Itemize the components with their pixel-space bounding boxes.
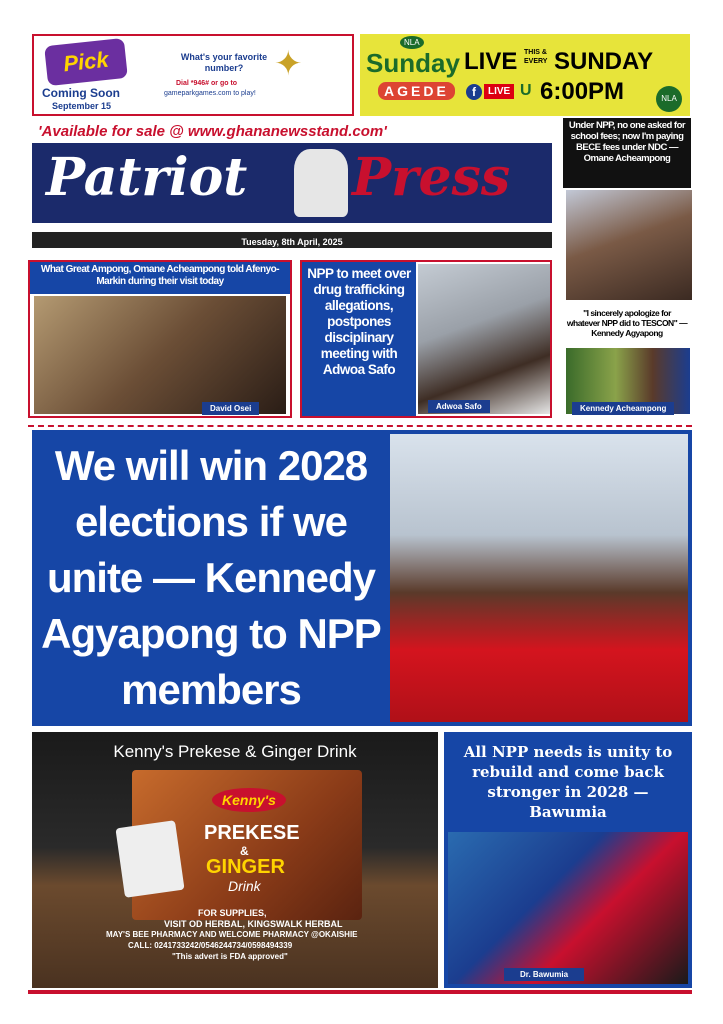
npp-meeting-headline: NPP to meet over drug trafficking allegations, postpones disciplinary meeting with Adwoa Safo [307,266,411,377]
masthead-date: Tuesday, 8th April, 2025 [241,237,343,247]
npp-meeting-story[interactable] [300,260,552,418]
lead-story[interactable] [32,430,692,726]
divider [28,425,692,427]
npp-meeting-headline-box [302,262,416,416]
ampong-story[interactable] [28,260,292,418]
lead-headline: We will win 2028 elections if we unite — Kennedy Agyapong to NPP members [41,442,381,713]
bawumia-caption: Dr. Bawumia [504,968,584,981]
kenny-ad-title: Kenny's Prekese & Ginger Drink [113,742,357,761]
kenny-line3: MAY'S BEE PHARMACY AND WELCOME PHARMACY @OKAISHIE [106,930,358,939]
sunday-badge: NLA [400,36,424,49]
kenny-box-amp: & [240,844,249,858]
sunday-logo: Sunday [366,48,460,78]
tv-icon: U [520,82,532,99]
sunday-ad[interactable] [360,34,690,116]
masthead-name-right: Press [352,147,511,208]
pick-logo [44,38,128,86]
lead-photo [390,434,688,722]
pick-date: September 15 [52,101,112,111]
ampong-headline-box [30,262,290,294]
kenny-box-line1: PREKESE [204,822,300,844]
pick-ad[interactable] [32,34,354,116]
kenny-box-line2: GINGER [206,856,285,878]
pick-dial: Dial *946# or go to [176,80,238,87]
masthead-emblem-icon [294,149,348,217]
kenny-box-line3: Drink [228,878,261,894]
nla-logo: NLA [656,86,682,112]
teabag-icon [115,820,184,898]
kenny-line4: CALL: 0241733242/0546244734/0598494339 [128,941,293,950]
pick-logo-text: Pick [62,46,110,77]
pick-headline: What's your favorite number? [180,52,268,73]
kenny-brand: Kenny's [212,788,286,812]
tescon-caption: Kennedy Acheampong [572,402,674,415]
sunday-time: 6:00PM [540,78,625,105]
sunday-live-badge: LIVE [484,84,514,99]
facebook-icon: f [466,84,482,100]
kenny-ad[interactable] [32,732,438,988]
omane-photo [566,190,692,300]
masthead-name-left: Patriot [46,147,248,208]
sunday-live: LIVE [464,48,518,75]
tescon-box[interactable] [563,306,691,348]
sale-line: 'Available for sale @ www.ghananewsstand.com' [38,123,387,140]
pick-coming: Coming Soon [42,86,120,100]
ampong-headline: What Great Ampong, Omane Acheampong told Afenyo-Markin during their visit today [40,264,280,287]
sunday-small: THIS & EVERY [524,49,548,65]
kenny-line1: FOR SUPPLIES, [198,908,267,918]
bawumia-photo [448,832,688,984]
sunday-logo-sub: AGEDE [378,82,455,100]
pick-site: gameparkgames.com to play! [164,90,256,97]
bottom-rule [28,990,692,994]
adwoa-photo [418,264,550,414]
bawumia-story[interactable] [444,732,692,988]
ampong-photo [34,296,286,414]
tescon-headline: "I sincerely apologize for whatever NPP did to TESCON" — Kennedy Agyapong [566,308,688,338]
bawumia-headline: All NPP needs is unity to rebuild and come back stronger in 2028 — Bawumia [463,743,673,821]
kenny-line5: "This advert is FDA approved" [172,952,288,961]
ampong-caption: David Osei [202,402,259,415]
omane-headline: Under NPP, no one asked for school fees; now I'm paying BECE fees under NDC — Omane Acheampong [568,120,686,164]
kenny-line2: VISIT OD HERBAL, KINGSWALK HERBAL [164,919,343,929]
masthead-banner [32,143,552,223]
sunday-day: SUNDAY [554,48,654,75]
omane-box[interactable] [563,118,691,188]
bawumia-headline-box [448,736,688,828]
pick-star-icon: ✦ [274,45,303,83]
masthead-date-bar [32,232,552,248]
lead-headline-box [36,434,386,722]
adwoa-caption: Adwoa Safo [428,400,490,413]
